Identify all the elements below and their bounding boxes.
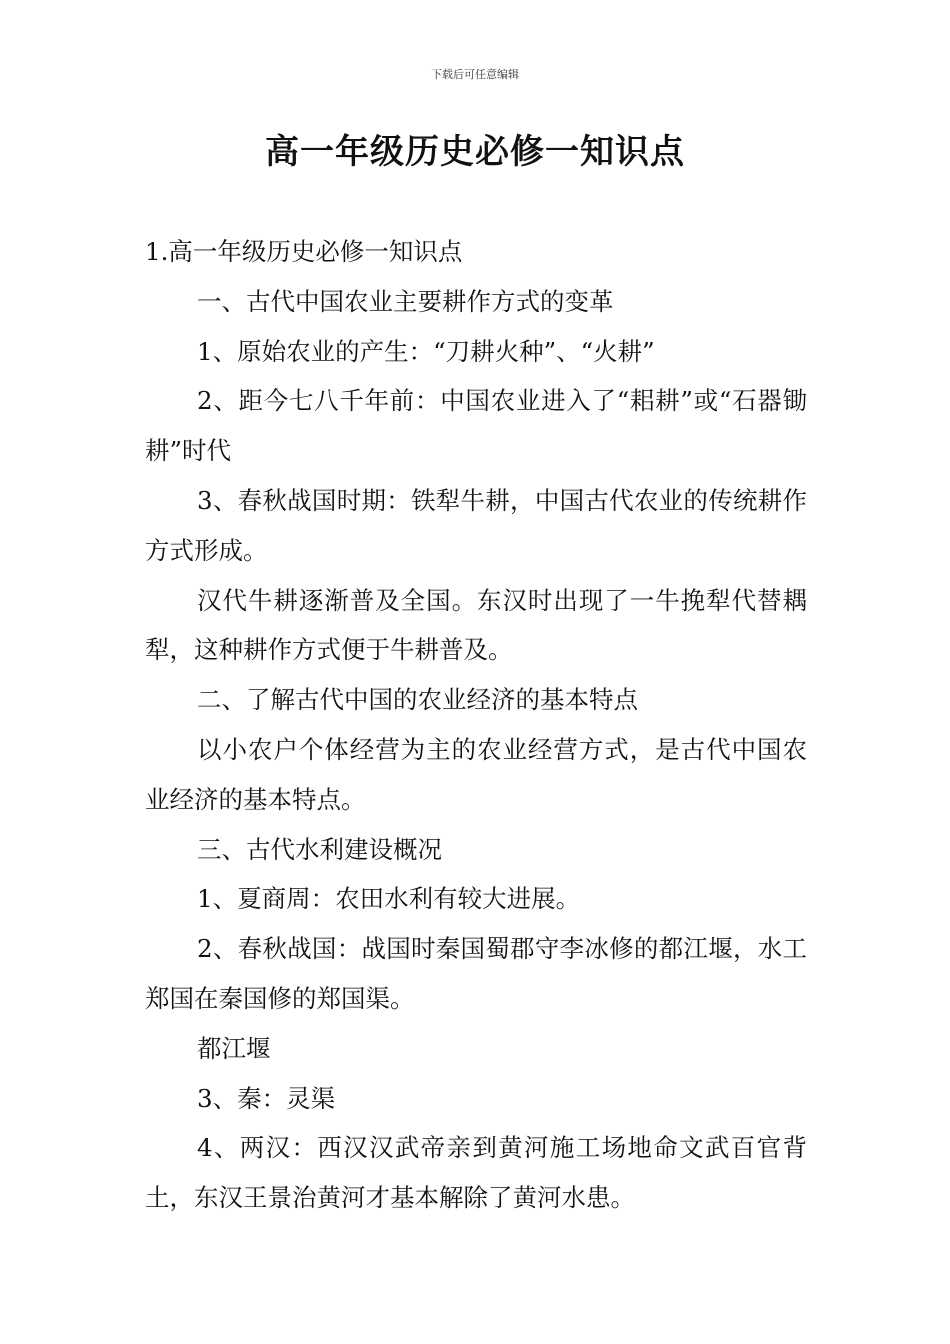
header-note: 下载后可任意编辑: [431, 68, 519, 81]
paragraph: 1、夏商周：农田水利有较大进展。: [197, 884, 581, 914]
paragraph: 二、了解古代中国的农业经济的基本特点: [197, 685, 638, 715]
paragraph: 1、原始农业的产生：“刀耕火种”、“火耕”: [197, 336, 655, 366]
document-title: 高一年级历史必修一知识点: [265, 132, 685, 172]
paragraph: 2、春秋战国：战国时秦国蜀郡守李冰修的都江堰，水工郑国在秦国修的郑国渠。: [145, 934, 807, 1013]
paragraph: 3、秦：灵渠: [197, 1083, 336, 1113]
paragraph: 都江堰: [197, 1033, 271, 1063]
paragraph: 3、春秋战国时期：铁犁牛耕，中国古代农业的传统耕作方式形成。: [145, 485, 807, 565]
paragraph: 一、古代中国农业主要耕作方式的变革: [197, 286, 614, 316]
paragraph: 以小农户个体经营为主的农业经营方式，是古代中国农业经济的基本特点。: [145, 734, 807, 814]
paragraph: 汉代牛耕逐渐普及全国。东汉时出现了一牛挽犁代替耦犁，这种耕作方式便于牛耕普及。: [145, 585, 807, 665]
paragraph: 2、距今七八千年前：中国农业进入了“耜耕”或“石器锄耕”时代: [145, 386, 807, 466]
paragraph: 1.高一年级历史必修一知识点: [145, 237, 463, 266]
document-body: [145, 227, 807, 1223]
paragraph: 三、古代水利建设概况: [197, 834, 442, 864]
paragraph: 4、两汉：西汉汉武帝亲到黄河施工场地命文武百官背土，东汉王景治黄河才基本解除了黄河水患。: [145, 1133, 807, 1213]
